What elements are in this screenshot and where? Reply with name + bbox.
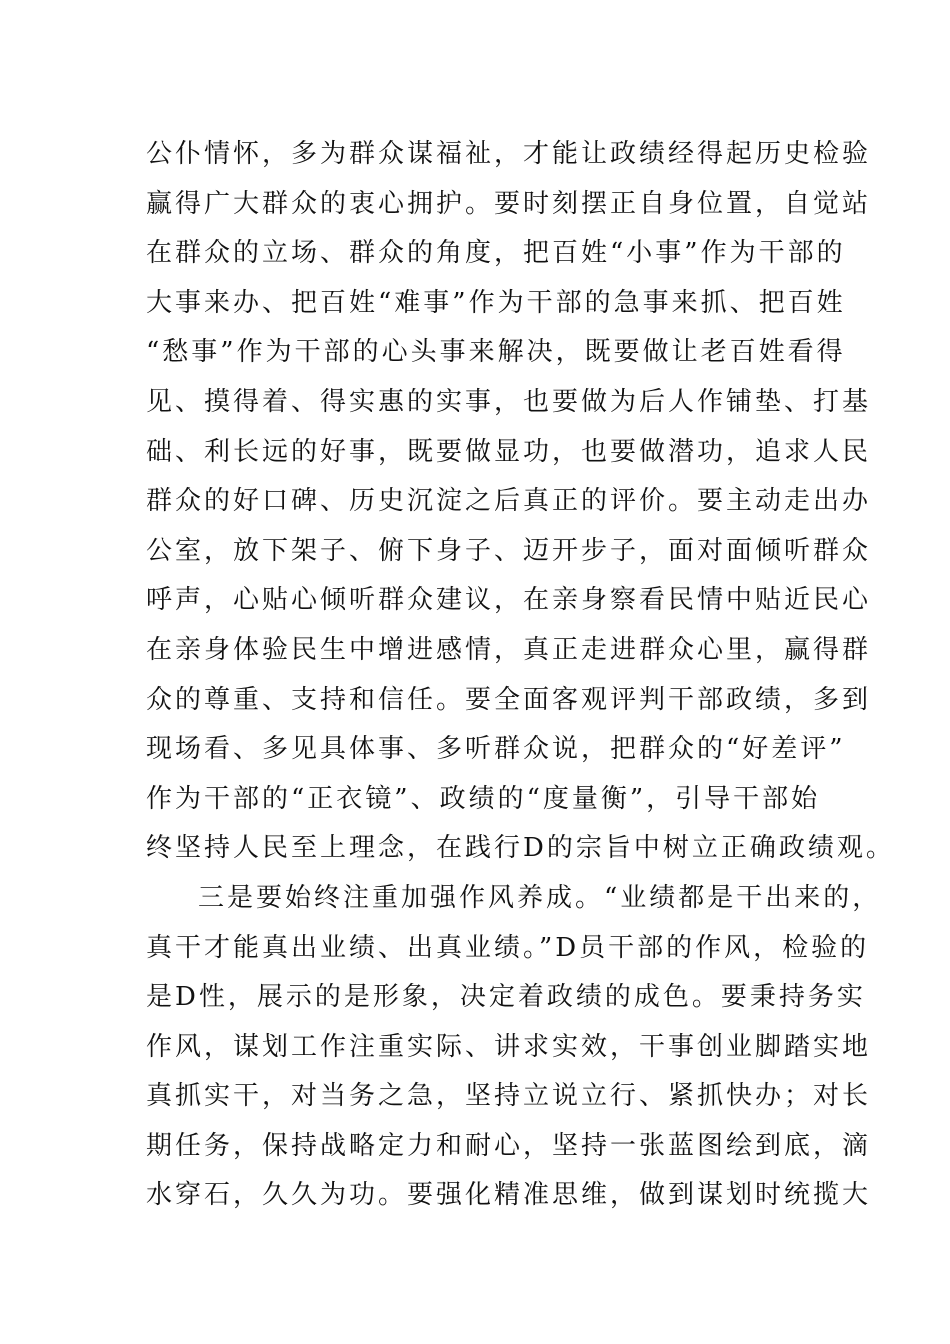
- paragraph-start-line: 三是要始终注重加强作风养成。“业绩都是干出来的，: [198, 882, 882, 913]
- text-line: 水穿石，久久为功。要强化精准思维，做到谋划时统揽大: [146, 1180, 872, 1211]
- text-line: 是D性，展示的是形象，决定着政绩的成色。要秉持务实: [146, 982, 866, 1013]
- text-line: 终坚持人民至上理念，在践行D的宗旨中树立正确政绩观。: [146, 833, 895, 864]
- text-line: 呼声，心贴心倾听群众建议，在亲身察看民情中贴近民心: [146, 585, 872, 616]
- text-line: 公仆情怀，多为群众谋福祉，才能让政绩经得起历史检验: [146, 139, 872, 169]
- body-text: [146, 130, 895, 1221]
- text-line: 作风，谋划工作注重实际、讲求实效，干事创业脚踏实地: [146, 1031, 872, 1062]
- text-line: 期任务，保持战略定力和耐心，坚持一张蓝图绘到底，滴: [146, 1130, 872, 1161]
- text-line: 众的尊重、支持和信任。要全面客观评判干部政绩，多到: [146, 684, 872, 715]
- text-line: 在群众的立场、群众的角度，把百姓“小事”作为干部的: [146, 238, 846, 269]
- text-line: 真抓实干，对当务之急，坚持立说立行、紧抓快办；对长: [146, 1081, 872, 1112]
- text-line: “愁事”作为干部的心头事来解决，既要做让老百姓看得: [146, 337, 846, 368]
- text-line: 赢得广大群众的衷心拥护。要时刻摆正自身位置，自觉站: [146, 188, 872, 219]
- text-line: 真干才能真出业绩、出真业绩。”D员干部的作风，检验的: [146, 932, 870, 963]
- text-line: 群众的好口碑、历史沉淀之后真正的评价。要主动走出办: [146, 486, 872, 517]
- text-line: 础、利长远的好事，既要做显功，也要做潜功，追求人民: [146, 436, 872, 467]
- text-line: 公室，放下架子、俯下身子、迈开步子，面对面倾听群众: [146, 535, 872, 566]
- text-line: 在亲身体验民生中增进感情，真正走进群众心里，赢得群: [146, 634, 872, 665]
- text-line: 现场看、多见具体事、多听群众说，把群众的“好差评”: [146, 734, 846, 765]
- text-line: 作为干部的“正衣镜”、政绩的“度量衡”，引导干部始: [146, 783, 821, 814]
- text-line: 大事来办、把百姓“难事”作为干部的急事来抓、把百姓: [146, 287, 846, 318]
- text-line: 见、摸得着、得实惠的实事，也要做为后人作铺垫、打基: [146, 386, 872, 417]
